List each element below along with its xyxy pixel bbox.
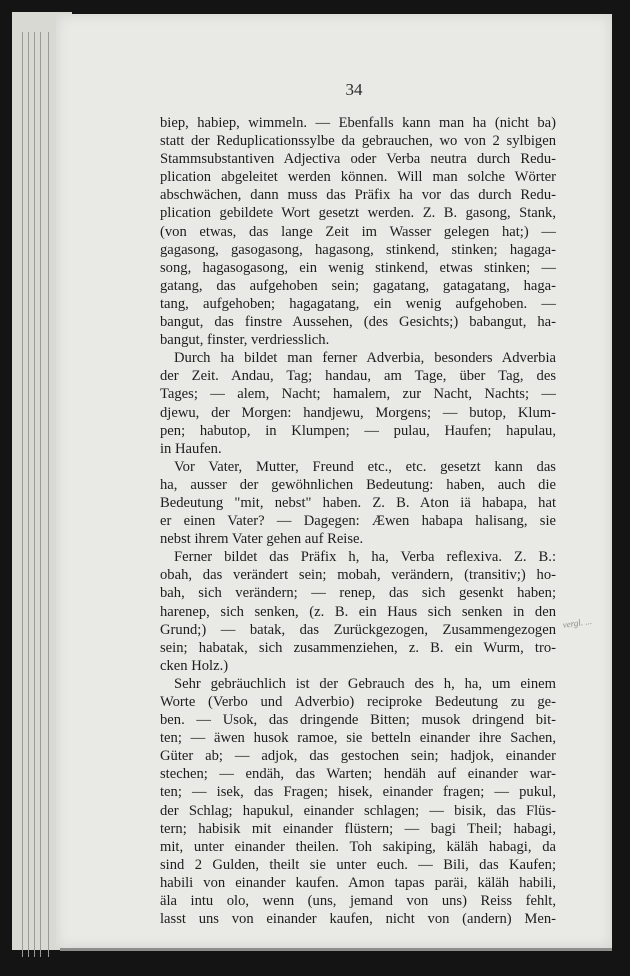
text-line: bah, sich verändern; — renep, das sich gesenkt haben; <box>160 585 556 602</box>
text-line: sind 2 Gulden, theilt sie unter euch. — Bili, das Kaufen; <box>160 856 556 873</box>
text-line: bangut, finster, verdriesslich. <box>160 332 330 349</box>
text-line: (von etwas, das lange Zeit im Wasser gelegen hat;) — <box>160 223 556 240</box>
text-line: der Zeit. Andau, Tag; handau, am Tage, über Tag, des <box>160 368 556 385</box>
text-line: gagasong, gasogasong, hagasong, stinkend, stinken; hagaga- <box>160 241 556 258</box>
text-line: der Schlag; hapukul, einander schlagen; — bisik, das Flüs- <box>160 802 556 819</box>
page-bottom-edge <box>60 948 612 951</box>
text-line: mit, unter einander theilen. Toh sakiping, käläh habagi, da <box>160 838 556 855</box>
text-line: habili von einander kaufen. Amon tapas paräi, käläh habili, <box>160 874 556 891</box>
text-line: bangut, das finstre Aussehen, (des Gesichts;) babangut, ha- <box>160 314 556 331</box>
text-line: Worte (Verbo und Adverbio) reciproke Bedeutung zu ge- <box>160 694 556 710</box>
text-line: Ferner bildet das Präfix h, ha, Verba reflexiva. Z. B.: <box>174 549 556 566</box>
page-edge-line <box>48 32 49 957</box>
page-edge-line <box>22 32 23 957</box>
text-line: song, hagasogasong, ein wenig stinkend, etwas stinken; — <box>160 259 556 276</box>
page-edge-line <box>28 32 29 957</box>
body-text <box>160 114 556 928</box>
text-line: harenep, sich senken, (z. B. ein Haus sich senken in den <box>160 603 556 620</box>
text-line: Durch ha bildet man ferner Adverbia, besonders Adverbia <box>174 350 556 367</box>
text-line: abschwächen, dann muss das Präfix ha vor das durch Redu- <box>160 187 556 204</box>
text-line: lasst uns von einander kaufen, nicht von (andern) Men- <box>160 911 556 928</box>
text-line: ten; — isek, das Fragen; hisek, einander fragen; — pukul, <box>160 784 556 801</box>
text-line: Tages; — alem, Nacht; hamalem, zur Nacht, Nachts; — <box>160 386 556 403</box>
text-line: plication abgeleitet werden können. Will man solche Wörter <box>160 169 556 186</box>
text-line: Grund;) — batak, das Zurückgezogen, Zusammengezogen <box>160 621 556 638</box>
text-line: er einen Vater? — Dagegen: Æwen habapa halisang, sie <box>160 513 556 530</box>
text-line: pen; habutop, in Klumpen; — pulau, Haufen; hapulau, <box>160 422 556 439</box>
text-line: cken Holz.) <box>160 657 229 674</box>
text-line: Sehr gebräuchlich ist der Gebrauch des h, ha, um einem <box>174 675 556 692</box>
text-line: nebst ihrem Vater gehen auf Reise. <box>160 531 364 548</box>
text-line: djewu, der Morgen: handjewu, Morgens; — butop, Klum- <box>160 404 556 421</box>
page-number: 34 <box>345 80 363 99</box>
text-line: stechen; — endäh, das Warten; hendäh auf einander war- <box>160 766 556 783</box>
text-line: gatang, das aufgehoben sein; gagatang, gatagatang, haga- <box>160 277 556 294</box>
text-line: tang, aufgehoben; hagagatang, ein wenig aufgehoben. — <box>160 295 556 312</box>
text-line: tern; habisik mit einander flüstern; — bagi Theil; habagi, <box>160 820 556 837</box>
text-line: plication gebildete Wort gesetzt werden. Z. B. gasong, Stank, <box>160 205 556 222</box>
text-line: ben. — Usok, das dringende Bitten; musok dringend bit- <box>160 712 556 729</box>
text-line: ha, ausser der gewöhnlichen Bedeutung: haben, auch die <box>160 476 556 493</box>
text-line: statt der Reduplicationssylbe da gebrauchen, wo von 2 sylbigen <box>160 133 556 150</box>
text-line: in Haufen. <box>160 440 222 457</box>
handwritten-margin-note: vergl. ... <box>562 615 593 630</box>
text-line: sein; habatak, sich zusammenziehen, z. B. ein Wurm, tro- <box>160 639 556 656</box>
text-line: ten; — äwen husok ramoe, sie betteln einander ihre Sachen, <box>160 730 556 747</box>
text-line: Vor Vater, Mutter, Freund etc., etc. gesetzt kann das <box>174 458 556 475</box>
text-line: obah, das verändert sein; mobah, verändern, (transitiv;) ho- <box>160 567 556 584</box>
text-line: biep, habiep, wimmeln. — Ebenfalls kann man ha (nicht ba) <box>160 115 556 131</box>
text-line: Bedeutung "mit, nebst" haben. Z. B. Aton iä habapa, hat <box>160 494 556 511</box>
text-line: äla intu olo, wenn (uns, jemand von uns) Reiss fehlt, <box>160 893 556 910</box>
text-line: Güter ab; — adjok, das gestochen sein; hadjok, einander <box>160 748 556 765</box>
page-edge-line <box>34 32 35 957</box>
text-line: Stammsubstantiven Adjectiva oder Verba neutra durch Redu- <box>160 151 556 168</box>
page-edge-line <box>40 32 41 957</box>
